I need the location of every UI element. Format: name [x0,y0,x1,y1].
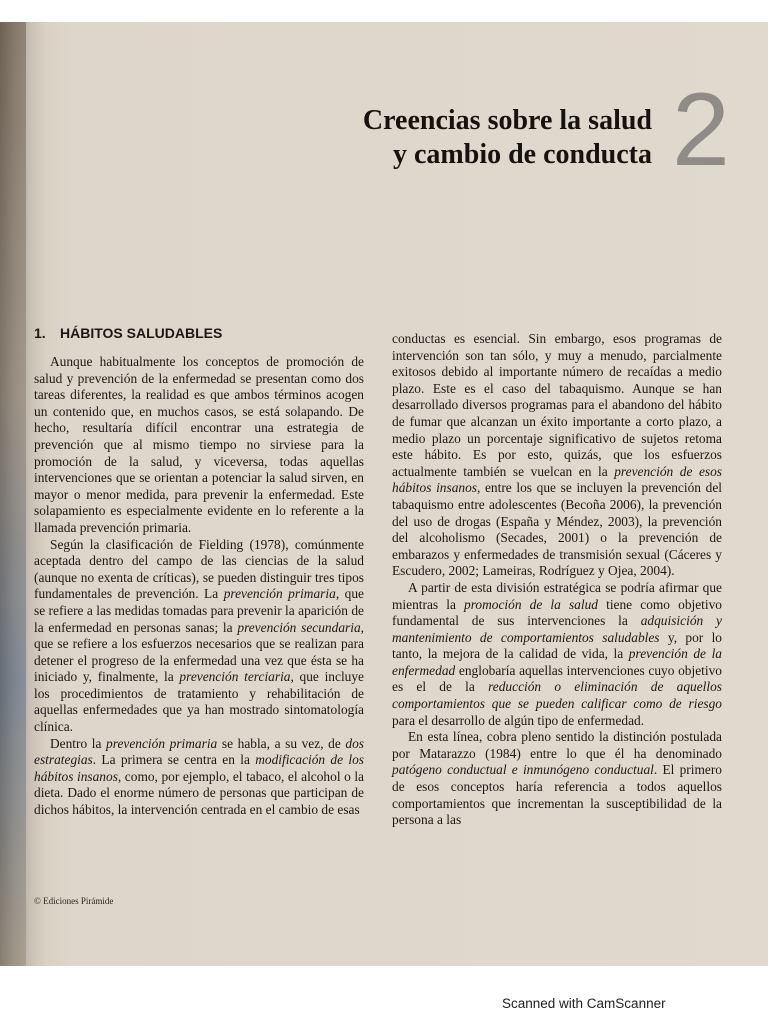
term-patogeno-inmunogeno: patógeno conductual e inmunógeno conductual [392,762,654,778]
paragraph-6: En esta línea, cobra pleno sentido la distinción postulada por Matarazzo (1984) entre lo que él ha denominado patógeno conductual e inmunógeno conductual. El primero de esos conceptos haría referencia a todos aquellos comportamientos que incrementan la susceptibilidad de la persona a las [392,729,722,828]
section-heading [34,324,364,342]
term-prevencion-terciaria: prevención terciaria [179,669,291,685]
chapter-title-line-1: Creencias sobre la salud [362,105,652,136]
chapter-title [363,104,652,172]
paragraph-3: Dentro la prevención primaria se habla, a su vez, de dos estrategias. La primera se centra en la modificación de los hábitos insanos, como, por ejemplo, el tabaco, el alcohol o la dieta. Dado el enorme número de personas que participan de dichos hábitos, la intervención centrada en el cambio de esas [34,735,364,818]
scanner-watermark: Scanned with CamScanner [502,996,666,1011]
right-column [392,331,722,829]
term-prevencion-enfermedad: prevención de la enfermedad [392,646,722,678]
section-title: HÁBITOS SALUDABLES [60,325,223,341]
term-prevencion-primaria-2: prevención primaria [106,735,218,751]
paragraph-5: A partir de esta división estratégica se podría afirmar que mientras la promoción de la salud tiene como objetivo fundamental de sus intervenciones la adquisición y mantenimiento de comportamientos saludables y, por lo tanto, la mejora de la calidad de vida, la prevención de la enfermedad englobaría aquellas intervenciones cuyo objetivo es el de la reducción o eliminación de aquellos comportamientos que se pueden calificar como de riesgo para el desarrollo de algún tipo de enfermedad. [392,579,723,728]
term-modificacion-habitos: modificación de los hábitos insanos [34,752,364,784]
section-number: 1. [34,325,46,341]
copyright-footer: © Ediciones Pirámide [34,896,114,906]
paragraph-1: Aunque habitualmente los conceptos de promoción de salud y prevención de la enfermedad se presentan como dos tareas diferentes, la realidad es que ambos términos acogen un contenido que, en muchos casos, se está solapando. De hecho, resultaría difícil encontrar una estrategia de prevención que al mismo tiempo no sirviese para la promoción de la salud, y viceversa, todas aquellas intervenciones que se orientan a potenciar la salud sirven, en mayor o menor medida, para prevenir la enfermedad. Este solapamiento es especialmente evidente en lo referente a la llamada prevención primaria. [34,354,364,535]
paragraph-2: Según la clasificación de Fielding (1978), comúnmente aceptada dentro del campo de las ciencias de la salud (aunque no exenta de críticas), se pueden distinguir tres tipos fundamentales de prevención. La prevención primaria, que se refiere a las medidas tomadas para prevenir la aparición de la enfermedad en personas sanas; la prevención secundaria, que se refiere a los esfuerzos necesarios que se realizan para detener el progreso de la enfermedad una vez que ésta se ha iniciado y, finalmente, la prevención terciaria, que incluye los procedimientos de tratamiento y rehabilitación de aquellas enfermedades que ya han mostrado sintomatología clínica. [34,536,365,735]
term-prevencion-habitos-insanos: prevención de esos hábitos insanos [392,463,723,496]
left-column [34,324,364,819]
term-prevencion-primaria: prevención primaria [223,586,336,602]
paragraph-4: conductas es esencial. Sin embargo, esos programas de intervención son tan sólo, y muy a menudo, parcialmente exitosos debido al importante número de recaídas a medio plazo. Este es el caso del tabaquismo. Aunque se han desarrollado diversos programas para el abandono del hábito de fumar que alcanzan un éxito importante a corto plazo, a medio plazo un porcentaje significativo de sujetos retoma este hábito. Es por esto, quizás, que los esfuerzos actualmente también se vuelcan en la prevención de esos hábitos insanos, entre los que se incluyen la prevención del tabaquismo entre adolescentes (Becoña 2006), la prevención del uso de drogas (España y Méndez, 2003), la prevención del alcoholismo (Secades, 2001) o la prevención de embarazos y enfermedades de transmisión sexual (Cáceres y Escudero, 2002; Lameiras, Rodríguez y Ojea, 2004). [392,331,723,579]
term-dos-estrategias: dos estrategias [34,735,364,768]
page-spine-shadow [0,22,26,966]
term-adquisicion-mantenimiento: adquisición y mantenimiento de comportamientos saludables [392,613,723,645]
term-reduccion-eliminacion: reducción o eliminación de aquellos comportamientos que se pueden calificar como de riesgo [392,679,722,712]
chapter-title-line-2: y cambio de conducta [393,139,652,170]
chapter-number: 2 [672,72,730,188]
term-prevencion-secundaria: prevención secundaria [237,619,361,635]
term-promocion-salud: promoción de la salud [464,596,598,612]
